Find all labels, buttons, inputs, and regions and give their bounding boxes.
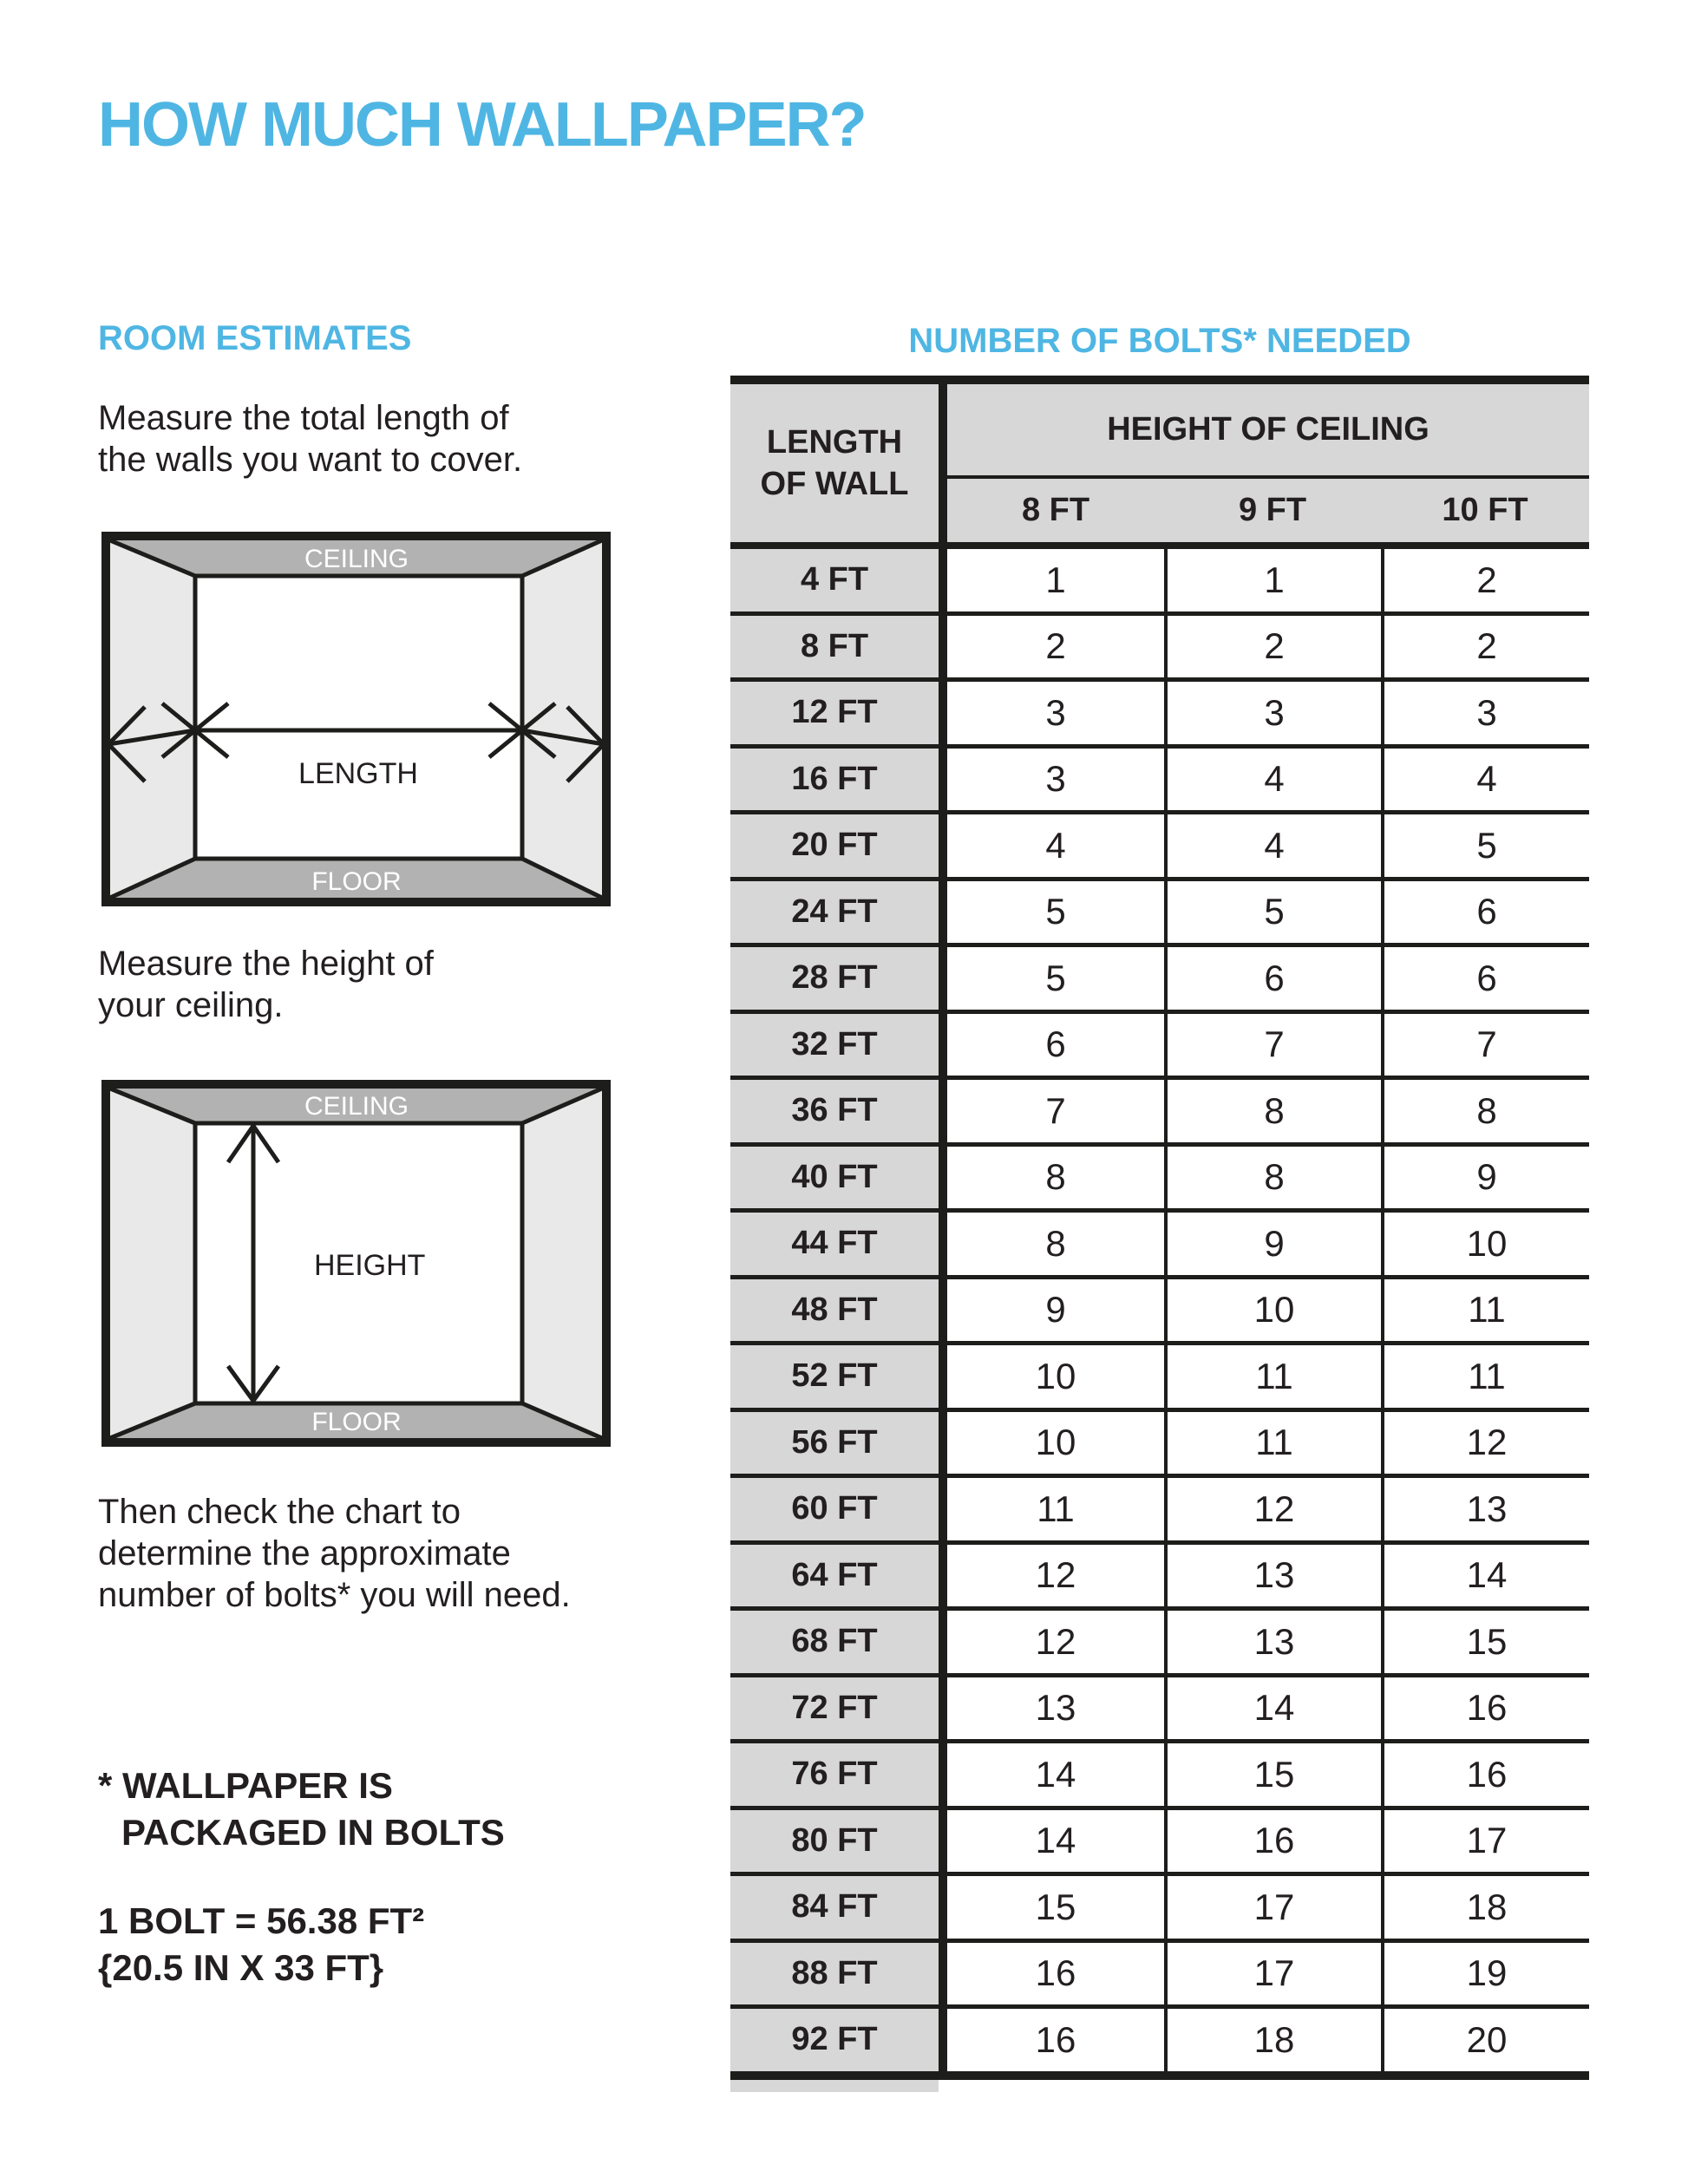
bolt-count-cell: 12: [1164, 1478, 1381, 1540]
column-header-8ft: 8 FT: [1021, 492, 1090, 528]
row-label-length: 60 FT: [730, 1478, 947, 1540]
bolt-count-cell: 4: [1045, 824, 1066, 866]
bolt-count-cell: 2: [1381, 549, 1589, 611]
bolt-size-line: {20.5 IN X 33 FT}: [98, 1947, 384, 1988]
table-row: [730, 1080, 1589, 1147]
table-row: [730, 881, 1589, 948]
length-label: LENGTH: [298, 757, 418, 790]
table-row: [730, 749, 1589, 815]
instruction-line: Measure the total length of: [98, 399, 509, 437]
row-label-length: 64 FT: [730, 1545, 947, 1607]
bolt-count-cell: 7: [1164, 1014, 1381, 1076]
bolt-count-cell: 17: [1164, 1943, 1381, 2005]
bolt-count-cell: 11: [1381, 1345, 1589, 1408]
table-top-border: [730, 376, 1589, 384]
bolt-count-cell: 17: [1381, 1810, 1589, 1873]
page-title: HOW MUCH WALLPAPER?: [98, 90, 866, 160]
bolt-count-cell: 16: [1164, 1810, 1381, 1873]
row-label-length: 56 FT: [730, 1412, 947, 1475]
bolt-count-cell: 11: [1164, 1345, 1381, 1408]
bolt-count-cell: 8: [1164, 1147, 1381, 1209]
row-label-length: 36 FT: [730, 1080, 947, 1142]
left-wall-surface: [110, 1089, 195, 1438]
column-divider: [939, 384, 947, 542]
table-row: [730, 1213, 1589, 1279]
instruction-line: Then check the chart to: [98, 1493, 461, 1531]
room-height-diagram: [101, 1080, 611, 1447]
table-bottom-border: [730, 2071, 1589, 2080]
column-headers-row: [947, 479, 1589, 542]
bolt-count-cell: 13: [1035, 1687, 1076, 1729]
note-line: * WALLPAPER IS: [98, 1765, 393, 1806]
bolt-count-cell: 4: [1164, 814, 1381, 877]
bolt-size-note: [98, 1898, 424, 1991]
bolt-count-cell: 7: [1045, 1089, 1066, 1131]
instruction-check-chart: [98, 1491, 571, 1616]
row-label-length: 52 FT: [730, 1345, 947, 1408]
floor-label: FLOOR: [311, 1408, 402, 1436]
row-label-length: 72 FT: [730, 1677, 947, 1740]
bolt-count-cell: 12: [1035, 1554, 1076, 1596]
bolt-count-cell: 5: [1045, 891, 1066, 932]
bolt-count-cell: 1: [1164, 549, 1381, 611]
bolt-count-cell: 2: [1164, 616, 1381, 678]
instruction-measure-height: [98, 943, 434, 1026]
bolt-size-line: 1 BOLT = 56.38 FT²: [98, 1900, 425, 1941]
bolt-count-cell: 20: [1381, 2009, 1589, 2071]
bolt-count-cell: 3: [1045, 758, 1066, 800]
table-row: [730, 814, 1589, 881]
bolt-count-cell: 9: [1045, 1289, 1066, 1331]
instruction-measure-length: [98, 397, 522, 481]
table-row: [730, 1279, 1589, 1346]
floor-label: FLOOR: [311, 867, 402, 896]
table-row: [730, 1345, 1589, 1412]
bolt-count-cell: 8: [1381, 1080, 1589, 1142]
bolt-count-cell: 14: [1035, 1753, 1076, 1795]
bolt-count-cell: 3: [1381, 682, 1589, 744]
back-wall: [195, 576, 522, 859]
table-row: [730, 2009, 1589, 2071]
bolt-count-cell: 15: [1035, 1886, 1076, 1927]
table-row: [730, 1810, 1589, 1877]
bolt-count-cell: 14: [1381, 1545, 1589, 1607]
ceiling-height-header-group: [947, 384, 1589, 542]
header-bottom-border: [730, 542, 1589, 549]
row-label-length: 40 FT: [730, 1147, 947, 1209]
bolt-count-cell: 13: [1164, 1611, 1381, 1673]
bolt-count-cell: 2: [1381, 616, 1589, 678]
row-label-length: 76 FT: [730, 1743, 947, 1806]
row-label-length: 8 FT: [730, 616, 947, 678]
table-row: [730, 1943, 1589, 2010]
row-label-length: 20 FT: [730, 814, 947, 877]
row-label-length: 88 FT: [730, 1943, 947, 2005]
group-header-height-of-ceiling: HEIGHT OF CEILING: [1107, 411, 1430, 448]
right-wall-surface: [522, 1089, 602, 1438]
bolt-count-cell: 12: [1035, 1620, 1076, 1662]
table-row: [730, 549, 1589, 616]
section-heading-bolts-needed: NUMBER OF BOLTS* NEEDED: [908, 322, 1411, 360]
bolt-count-cell: 3: [1164, 682, 1381, 744]
bolt-count-cell: 17: [1164, 1876, 1381, 1939]
table-row: [730, 1876, 1589, 1943]
instruction-line: the walls you want to cover.: [98, 441, 523, 479]
bolt-count-cell: 10: [1381, 1213, 1589, 1275]
instruction-line: your ceiling.: [98, 986, 284, 1024]
bolt-count-cell: 18: [1381, 1876, 1589, 1939]
row-label-length: 4 FT: [730, 549, 947, 611]
corner-header-length-of-wall: [730, 384, 939, 542]
bolt-count-cell: 4: [1164, 749, 1381, 811]
table-row: [730, 1147, 1589, 1213]
ceiling-label: CEILING: [304, 545, 409, 573]
ceiling-label: CEILING: [304, 1092, 409, 1121]
bolt-count-cell: 19: [1381, 1943, 1589, 2005]
bolt-count-cell: 16: [1035, 1952, 1076, 1994]
bolt-count-cell: 11: [1381, 1279, 1589, 1342]
bolt-count-cell: 2: [1045, 625, 1066, 667]
bolt-count-cell: 7: [1381, 1014, 1589, 1076]
instruction-line: Measure the height of: [98, 945, 434, 983]
section-heading-room-estimates: ROOM ESTIMATES: [98, 319, 412, 357]
bolt-count-cell: 16: [1381, 1743, 1589, 1806]
table-row: [730, 1611, 1589, 1677]
bolt-count-cell: 5: [1381, 814, 1589, 877]
corner-header-line: OF WALL: [760, 466, 909, 502]
bolt-count-cell: 14: [1035, 1820, 1076, 1861]
bolt-count-cell: 10: [1035, 1355, 1076, 1396]
bolt-count-cell: 6: [1164, 947, 1381, 1010]
table-body: [730, 549, 1589, 2071]
table-row: [730, 1478, 1589, 1545]
table-row: [730, 1743, 1589, 1810]
bolt-count-cell: 8: [1045, 1222, 1066, 1264]
bolt-count-cell: 10: [1035, 1422, 1076, 1463]
bolt-count-cell: 18: [1164, 2009, 1381, 2071]
bolt-count-cell: 4: [1381, 749, 1589, 811]
bolt-count-cell: 15: [1164, 1743, 1381, 1806]
bolt-count-cell: 3: [1045, 691, 1066, 733]
label-column-overhang: [730, 2080, 939, 2092]
table-row: [730, 1412, 1589, 1479]
height-label: HEIGHT: [314, 1249, 426, 1282]
bolt-count-cell: 15: [1381, 1611, 1589, 1673]
row-label-length: 48 FT: [730, 1279, 947, 1342]
row-label-length: 44 FT: [730, 1213, 947, 1275]
row-label-length: 12 FT: [730, 682, 947, 744]
room-length-diagram: [101, 532, 611, 906]
column-header-10ft: 10 FT: [1442, 492, 1528, 528]
bolt-count-cell: 13: [1381, 1478, 1589, 1540]
bolt-count-cell: 6: [1045, 1023, 1066, 1065]
row-label-length: 16 FT: [730, 749, 947, 811]
row-label-length: 32 FT: [730, 1014, 947, 1076]
bolt-count-cell: 12: [1381, 1412, 1589, 1475]
bolt-count-cell: 13: [1164, 1545, 1381, 1607]
row-label-length: 68 FT: [730, 1611, 947, 1673]
instruction-line: determine the approximate: [98, 1534, 511, 1573]
bolt-count-cell: 10: [1164, 1279, 1381, 1342]
row-label-length: 84 FT: [730, 1876, 947, 1939]
column-header-9ft: 9 FT: [1238, 492, 1307, 528]
row-label-length: 92 FT: [730, 2009, 947, 2071]
bolt-count-cell: 6: [1381, 881, 1589, 944]
note-line: PACKAGED IN BOLTS: [121, 1812, 505, 1853]
row-label-length: 80 FT: [730, 1810, 947, 1873]
table-header: [730, 384, 1589, 542]
instruction-line: number of bolts* you will need.: [98, 1576, 571, 1614]
bolt-count-cell: 16: [1381, 1677, 1589, 1740]
bolt-count-cell: 8: [1045, 1156, 1066, 1198]
table-row: [730, 616, 1589, 683]
bolt-count-cell: 11: [1164, 1412, 1381, 1475]
table-row: [730, 682, 1589, 749]
bolt-count-cell: 16: [1035, 2018, 1076, 2060]
corner-header-line: LENGTH: [766, 424, 903, 461]
wallpaper-bolts-note: [98, 1762, 505, 1856]
bolt-count-cell: 5: [1045, 957, 1066, 998]
row-label-length: 28 FT: [730, 947, 947, 1010]
bolts-table: [730, 376, 1589, 2092]
bolt-count-cell: 1: [1045, 559, 1066, 600]
table-row: [730, 1677, 1589, 1744]
table-row: [730, 1545, 1589, 1612]
bolt-count-cell: 9: [1164, 1213, 1381, 1275]
bolt-count-cell: 8: [1164, 1080, 1381, 1142]
table-row: [730, 947, 1589, 1014]
bolt-count-cell: 9: [1381, 1147, 1589, 1209]
bolt-count-cell: 6: [1381, 947, 1589, 1010]
row-label-length: 24 FT: [730, 881, 947, 944]
bolt-count-cell: 14: [1164, 1677, 1381, 1740]
table-row: [730, 1014, 1589, 1081]
bolt-count-cell: 11: [1037, 1488, 1075, 1529]
bolt-count-cell: 5: [1164, 881, 1381, 944]
